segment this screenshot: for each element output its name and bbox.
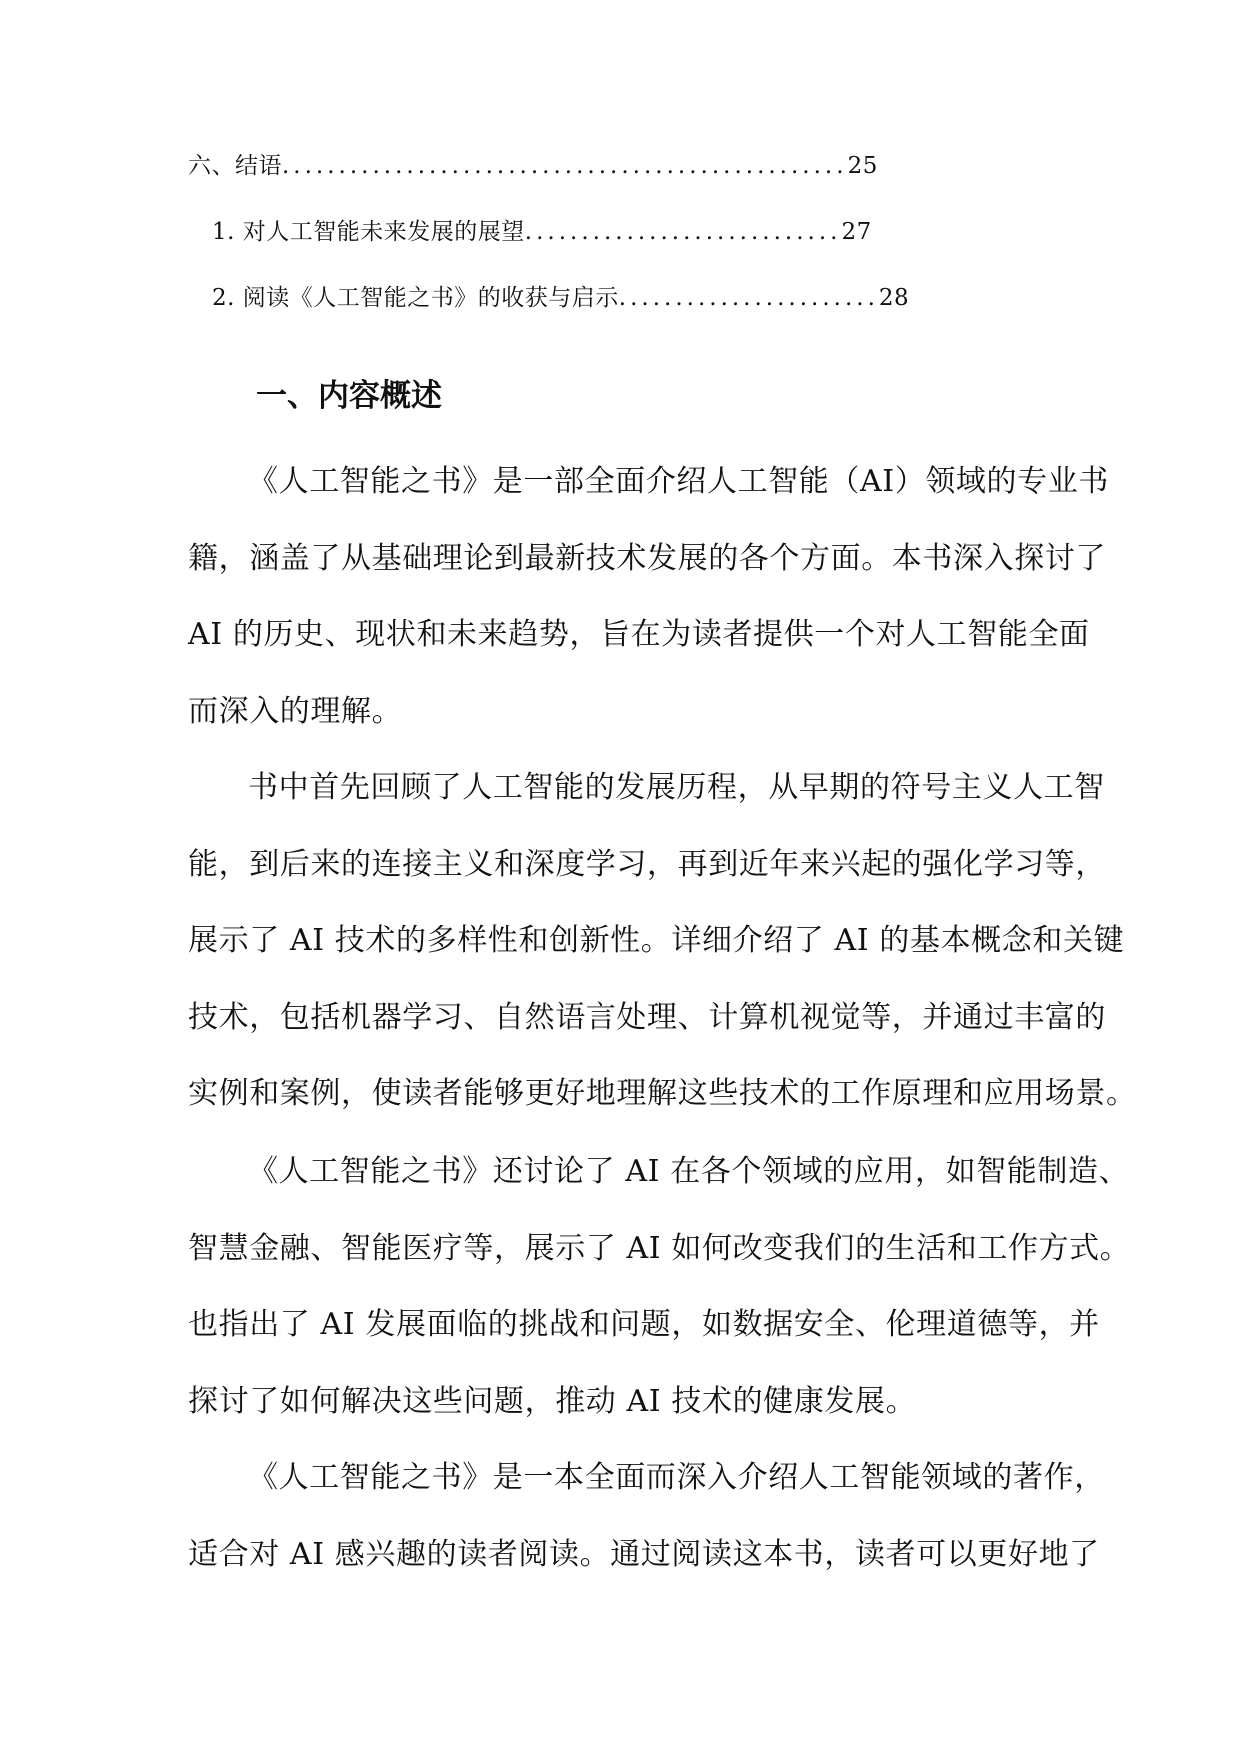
toc-entry-label: 2. 阅读《人工智能之书》的收获与启示 <box>212 285 619 311</box>
toc-leader: ....................... <box>618 285 879 311</box>
toc-page-number: 27 <box>841 219 872 245</box>
paragraph <box>188 462 1109 768</box>
toc-page-number: 25 <box>847 153 878 179</box>
text-line: 技术，包括机器学习、自然语言处理、计算机视觉等，并通过丰富的 <box>188 999 1106 1035</box>
text-line: 籍，涵盖了从基础理论到最新技术发展的各个方面。本书深入探讨了 <box>188 540 1106 576</box>
toc-entry[interactable] <box>188 151 878 181</box>
text-line: 探讨了如何解决这些问题，推动 AI 技术的健康发展。 <box>188 1383 917 1419</box>
text-line: 《人工智能之书》是一部全面介绍人工智能（AI）领域的专业书 <box>248 464 1109 499</box>
text-line: 展示了 AI 技术的多样性和创新性。详细介绍了 AI 的基本概念和关键 <box>188 923 1125 959</box>
paragraph <box>188 1458 1105 1611</box>
toc-entry[interactable] <box>212 283 909 313</box>
paragraph <box>188 768 1137 1151</box>
text-line: 能，到后来的连接主义和深度学习，再到近年来兴起的强化学习等， <box>188 846 1106 882</box>
text-line: 《人工智能之书》还讨论了 AI 在各个领域的应用，如智能制造、 <box>248 1154 1130 1189</box>
text-line: 书中首先回顾了人工智能的发展历程，从早期的符号主义人工智 <box>248 770 1105 805</box>
toc-entry-label: 1. 对人工智能未来发展的展望 <box>212 219 525 245</box>
toc-page-number: 28 <box>878 285 910 311</box>
text-line: 适合对 AI 感兴趣的读者阅读。通过阅读这本书，读者可以更好地了 <box>188 1536 1100 1572</box>
section-heading: 一、内容概述 <box>256 378 442 414</box>
toc-leader: ............................ <box>524 219 842 245</box>
text-line: 《人工智能之书》是一本全面而深入介绍人工智能领域的著作， <box>248 1460 1105 1495</box>
toc-leader: .................................................. <box>282 153 848 179</box>
toc-entry-label: 六、结语 <box>188 153 282 179</box>
text-line: 而深入的理解。 <box>188 693 403 729</box>
toc-entry[interactable] <box>212 217 872 247</box>
text-line: AI 的历史、现状和未来趋势，旨在为读者提供一个对人工智能全面 <box>188 617 1090 653</box>
text-line: 智慧金融、智能医疗等，展示了 AI 如何改变我们的生活和工作方式。 <box>188 1230 1131 1266</box>
text-line: 实例和案例，使读者能够更好地理解这些技术的工作原理和应用场景。 <box>188 1076 1137 1112</box>
paragraph <box>188 1152 1130 1458</box>
text-line: 也指出了 AI 发展面临的挑战和问题，如数据安全、伦理道德等，并 <box>188 1307 1100 1343</box>
